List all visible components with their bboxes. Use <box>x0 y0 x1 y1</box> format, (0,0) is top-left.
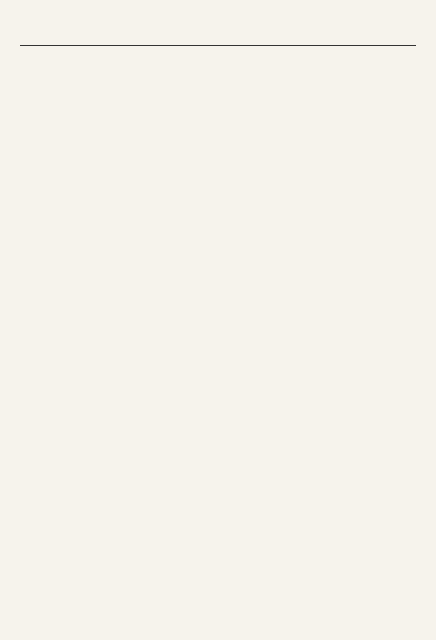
verse-first-half <box>228 561 406 579</box>
verse-second-half <box>30 622 208 640</box>
poem-verse <box>20 602 416 620</box>
body-text <box>20 56 416 534</box>
verse-second-half <box>30 561 208 579</box>
verse-second-half <box>30 602 208 620</box>
verse-first-half <box>228 622 406 640</box>
verse-first-half <box>228 581 406 599</box>
poem-verse <box>20 540 416 558</box>
poem-verse <box>20 622 416 640</box>
poem-block <box>20 540 416 640</box>
verse-second-half <box>30 581 208 599</box>
poem-verse <box>20 581 416 599</box>
verse-first-half <box>228 602 406 620</box>
poem-verse <box>20 561 416 579</box>
verse-first-half <box>228 540 406 558</box>
verse-second-half <box>30 540 208 558</box>
running-header <box>20 18 416 46</box>
